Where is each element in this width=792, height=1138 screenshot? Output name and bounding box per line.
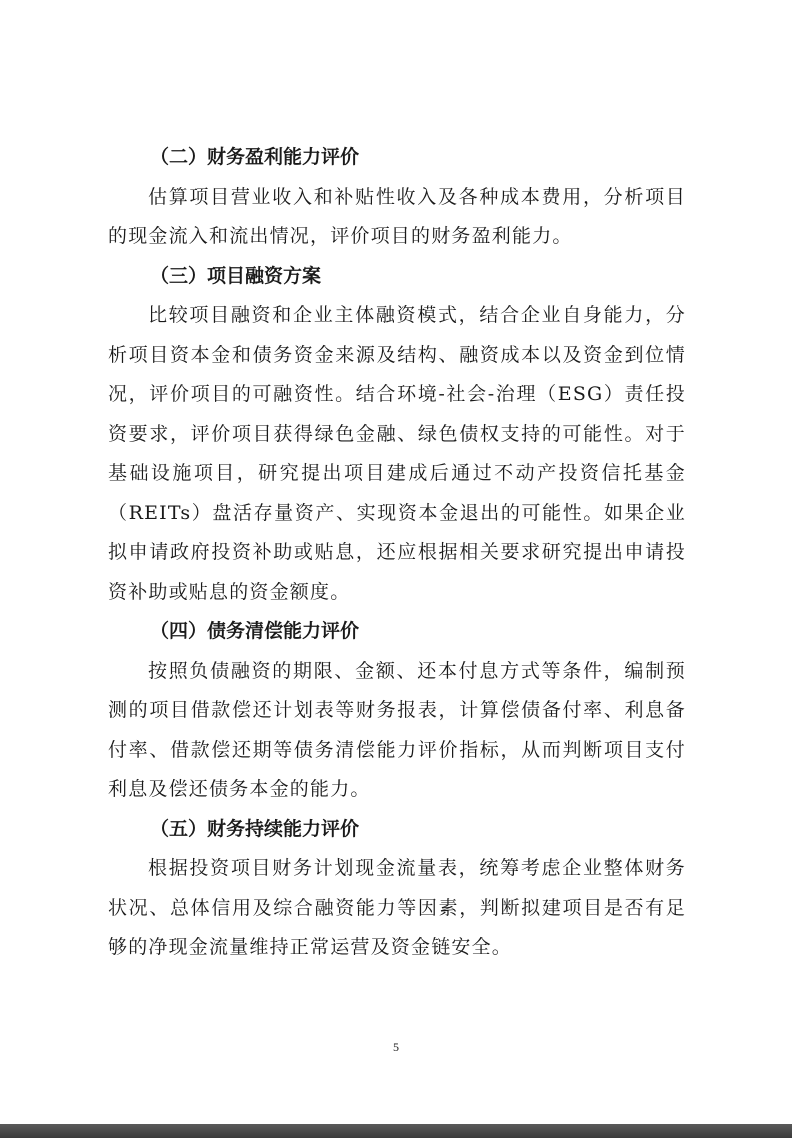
- section-heading-3: （三）项目融资方案: [150, 264, 322, 287]
- section-body-3: 比较项目融资和企业主体融资模式，结合企业自身能力，分析项目资本金和债务资金来源及结构、融资成本以及资金到位情况，评价项目的可融资性。结合环境-社会-治理（ESG）责任投资要求，评价项目获得绿色金融、绿色债权支持的可能性。对于基础设施项目，研究提出项目建成后通过不动产投资信托基金（REITs）盘活存量资产、实现资本金退出的可能性。如果企业拟申请政府投资补助或贴息，还应根据相关要求研究提出申请投资补助或贴息的资金额度。: [108, 304, 686, 603]
- section-body-4: 按照负债融资的期限、金额、还本付息方式等条件，编制预测的项目借款偿还计划表等财务报表，计算偿债备付率、利息备付率、借款偿还期等债务清偿能力评价指标，从而判断项目支付利息及偿还债务本金的能力。: [108, 659, 686, 800]
- section-heading-5: （五）财务持续能力评价: [150, 817, 360, 840]
- viewer-bottom-bar: [0, 1124, 792, 1138]
- section-body-2: 估算项目营业收入和补贴性收入及各种成本费用，分析项目的现金流入和流出情况，评价项目的财务盈利能力。: [108, 185, 686, 247]
- section-heading-4: （四）债务清偿能力评价: [150, 620, 360, 642]
- section-body-5: 根据投资项目财务计划现金流量表，统筹考虑企业整体财务状况、总体信用及综合融资能力等因素，判断拟建项目是否有足够的净现金流量维持正常运营及资金链安全。: [108, 857, 686, 958]
- section-heading-2: （二）财务盈利能力评价: [150, 146, 360, 168]
- page-number: 5: [393, 1040, 399, 1054]
- page-content: [108, 138, 686, 968]
